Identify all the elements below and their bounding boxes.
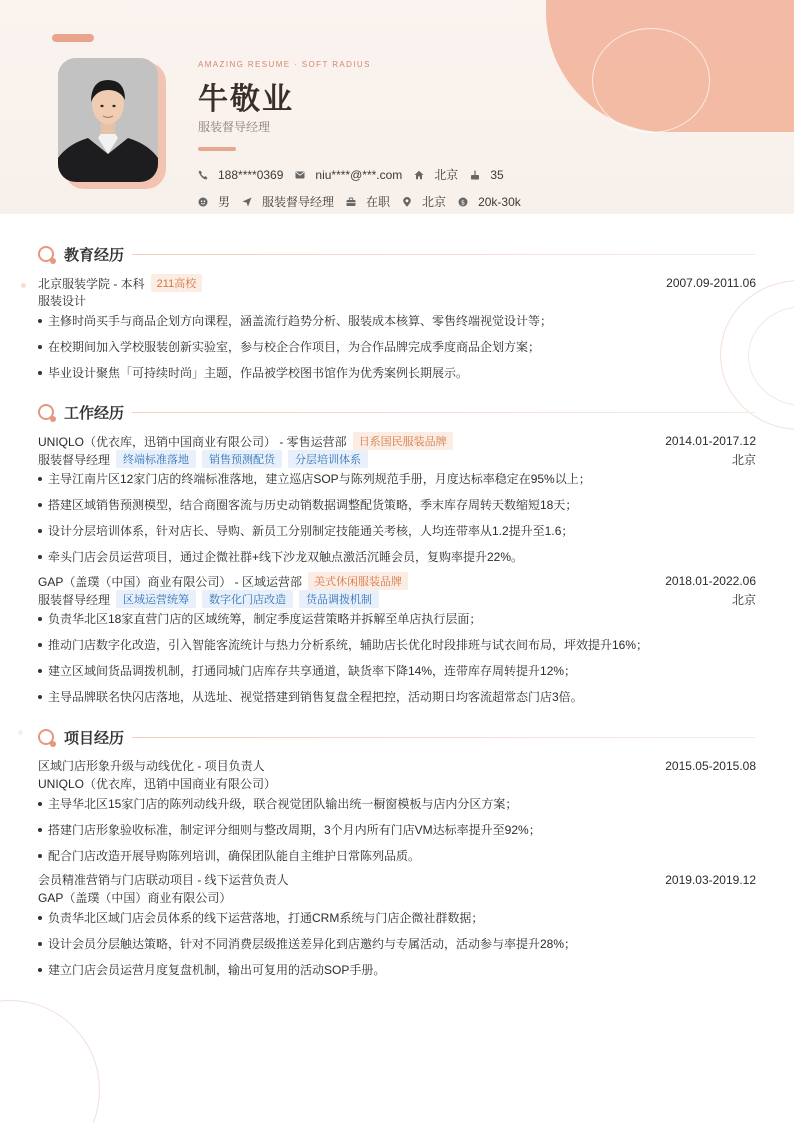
job-role-row: [38, 450, 756, 468]
detail-status: [346, 193, 390, 210]
work-section-title: [38, 402, 756, 423]
company-name: UNIQLO（优衣库，迅销中国商业有限公司） - 零售运营部: [38, 434, 347, 449]
projects-section-title: [38, 727, 756, 748]
city-text: 北京: [434, 168, 459, 182]
job-city: 北京: [731, 592, 756, 607]
salary-icon: [458, 197, 468, 207]
company-name: GAP（盖璞（中国）商业有限公司） - 区域运营部: [38, 574, 303, 589]
project-date: 2019.03-2019.12: [665, 872, 756, 887]
school-name: 北京服装学院 - 本科: [38, 276, 145, 291]
tagline: AMAZING RESUME · SOFT RADIUS: [198, 60, 371, 69]
section-heading: 工作经历: [64, 405, 125, 422]
section-heading: 教育经历: [64, 247, 125, 264]
list-item: 在校期间加入学校服装创新实验室，参与校企合作项目，为合作品牌完成季度商品企划方案；: [38, 338, 756, 355]
avatar-illustration-icon: [58, 58, 158, 182]
list-item: 负责华北区18家直营门店的区域统筹，制定季度运营策略并拆解至单店执行层面；: [38, 610, 756, 627]
education-date: 2007.09-2011.06: [666, 276, 756, 290]
age-text: 35: [490, 167, 504, 182]
job-header-row: [38, 432, 756, 450]
contact-age: [470, 168, 503, 182]
phone-icon: [198, 170, 208, 180]
project-org: UNIQLO（优衣库，迅销中国商业有限公司）: [38, 777, 277, 791]
location-pin-icon: [402, 197, 412, 207]
job-role: 服装督导经理: [38, 592, 111, 607]
list-item: 设计会员分层触达策略，针对不同消费层级推送差异化到店邀约与专属活动，活动参与率提升28%；: [38, 935, 756, 952]
list-item: 配合门店改造开展导购陈列培训，确保团队能自主维护日常陈列品质。: [38, 847, 756, 864]
job-date: 2018.01-2022.06: [665, 574, 756, 588]
list-item: 建立区域间货品调拨机制，打通同城门店库存共享通道，缺货率下降14%，连带库存周转提升12%；: [38, 662, 756, 679]
status-text: 在职: [366, 195, 391, 209]
list-item: 设计分层培训体系，针对店长、导购、新员工分别制定技能通关考核，人均连带率从1.2提升至1.6；: [38, 522, 756, 539]
decorative-circle: [0, 1000, 100, 1123]
skill-tag: 区域运营统筹: [116, 590, 196, 608]
skill-tag: 数字化门店改造: [202, 590, 293, 608]
gender-icon: [198, 197, 208, 207]
send-icon: [242, 197, 252, 207]
section-search-icon: [38, 729, 56, 747]
email-text: niu****@***.com: [315, 167, 403, 182]
briefcase-icon: [346, 197, 356, 207]
gender-text: 男: [218, 195, 231, 209]
list-item: 主修时尚买手与商品企划方向课程，涵盖流行趋势分析、服装成本核算、零售终端视觉设计等；: [38, 312, 756, 329]
job-title: 服装督导经理: [198, 120, 271, 134]
phone-text: 188****0369: [218, 167, 284, 182]
list-item: 搭建区域销售预测模型，结合商圈客流与历史动销数据调整配货策略，季末库存周转天数缩短18天；: [38, 496, 756, 513]
list-item: 主导品牌联名快闪店落地，从选址、视觉搭建到销售复盘全程把控，活动期日均客流超常态门店3倍。: [38, 688, 756, 705]
education-major-row: [38, 292, 756, 309]
decorative-ring: [592, 28, 710, 133]
education-section-title: [38, 244, 756, 265]
decorative-dot: [21, 283, 26, 288]
list-item: 毕业设计聚焦「可持续时尚」主题，作品被学校图书馆作为优秀案例长期展示。: [38, 364, 756, 381]
project-org-row: [38, 889, 756, 906]
contact-city: [414, 166, 458, 183]
list-item: 搭建门店形象验收标准，制定评分细则与整改周期，3个月内所有门店VM达标率提升至92%；: [38, 821, 756, 838]
cake-icon: [470, 170, 480, 180]
decorative-pill: [52, 34, 94, 42]
project-org: GAP（盖璞（中国）商业有限公司）: [38, 891, 232, 905]
job-role-row: [38, 590, 756, 608]
job-header-row: [38, 572, 756, 590]
list-item: 牵头门店会员运营项目，通过企微社群+线下沙龙双触点激活沉睡会员，复购率提升22%。: [38, 548, 756, 565]
company-tag: 美式休闲服装品牌: [308, 572, 408, 590]
section-divider: [132, 254, 756, 255]
contact-phone: [198, 168, 283, 182]
decorative-dot: [18, 730, 23, 735]
project-org-row: [38, 775, 756, 792]
salary-text: 20k-30k: [478, 194, 521, 209]
section-search-icon: [38, 404, 56, 422]
detail-salary: [458, 195, 521, 209]
education-header-row: [38, 274, 756, 292]
contact-row: [198, 166, 516, 183]
section-search-icon: [38, 246, 56, 264]
list-item: 主导华北区15家门店的陈列动线升级，联合视觉团队输出统一橱窗模板与店内分区方案；: [38, 795, 756, 812]
company-tag: 日系国民服装品牌: [353, 432, 453, 450]
mail-icon: [295, 170, 305, 180]
detail-location: [402, 193, 446, 210]
candidate-name: 牛敬业: [198, 83, 294, 116]
section-heading: 项目经历: [64, 730, 125, 747]
contact-email: [295, 168, 402, 182]
section-divider: [132, 737, 756, 738]
section-divider: [132, 412, 756, 413]
location-text: 北京: [422, 195, 447, 209]
list-item: 负责华北区域门店会员体系的线下运营落地，打通CRM系统与门店企微社群数据；: [38, 909, 756, 926]
major: 服装设计: [38, 294, 87, 308]
list-item: 主导江南片区12家门店的终端标准落地，建立巡店SOP与陈列规范手册，月度达标率稳定在95%以上；: [38, 470, 756, 487]
project-date: 2015.05-2015.08: [665, 758, 756, 773]
project-name: 区域门店形象升级与动线优化 - 项目负责人: [38, 759, 265, 773]
skill-tag: 销售预测配货: [202, 450, 282, 468]
resume-header: [0, 0, 794, 214]
skill-tag: 终端标准落地: [116, 450, 196, 468]
detail-row: [198, 193, 533, 210]
home-icon: [414, 170, 424, 180]
list-item: 建立门店会员运营月度复盘机制，输出可复用的活动SOP手册。: [38, 961, 756, 978]
detail-target-role: [242, 193, 334, 210]
target-role-text: 服装督导经理: [262, 195, 335, 209]
detail-gender: [198, 193, 230, 210]
project-header-row: [38, 757, 756, 774]
job-role: 服装督导经理: [38, 452, 111, 467]
job-date: 2014.01-2017.12: [665, 434, 756, 448]
job-city: 北京: [731, 452, 756, 467]
svg-text:$: $: [460, 197, 466, 206]
profile-photo: [58, 58, 158, 182]
school-tag: 211高校: [151, 274, 203, 292]
title-accent-bar: [198, 147, 236, 151]
project-name: 会员精准营销与门店联动项目 - 线下运营负责人: [38, 873, 289, 887]
list-item: 推动门店数字化改造，引入智能客流统计与热力分析系统，辅助店长优化时段排班与试衣间布局，坪效提升16%；: [38, 636, 756, 653]
skill-tag: 分层培训体系: [288, 450, 368, 468]
project-header-row: [38, 871, 756, 888]
skill-tag: 货品调拨机制: [299, 590, 379, 608]
